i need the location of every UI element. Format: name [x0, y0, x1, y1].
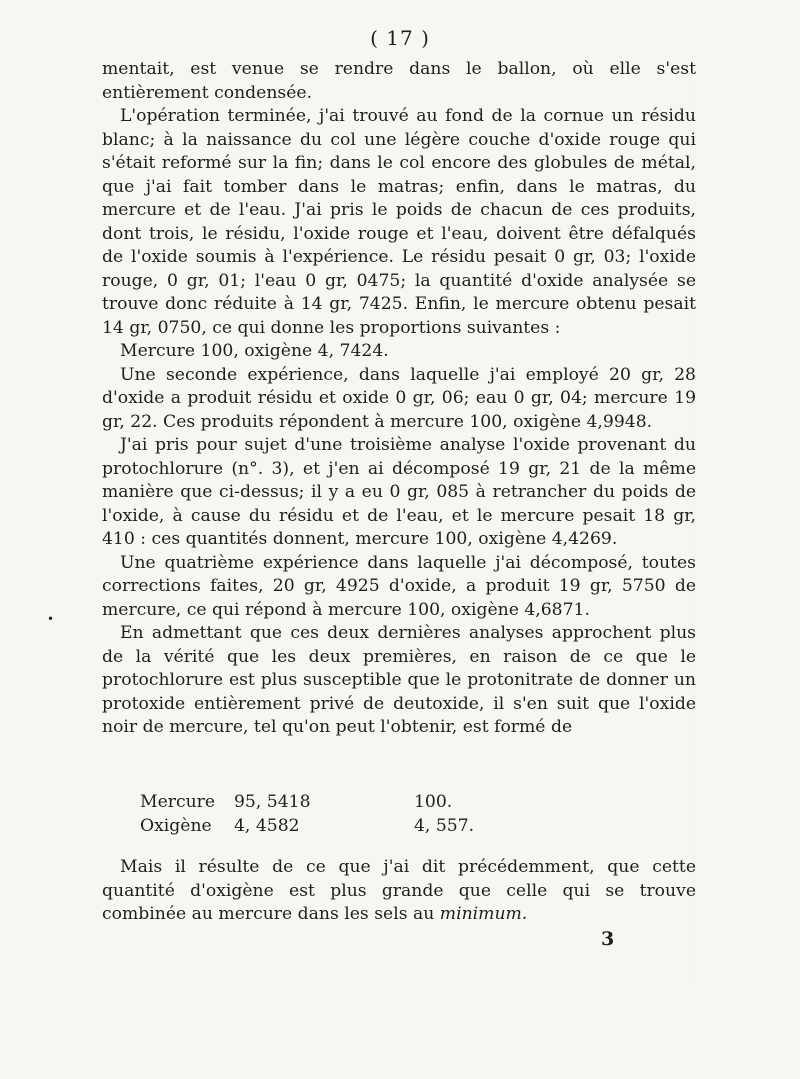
body-text	[102, 58, 696, 740]
paragraph-p6: En admettant que ces deux dernières analyses approchent plus de la vérité que les deux premières, en raison de ce que le protochlorure est plus susceptible que le protonitrate de donner un protoxide entièrement privé de deutoxide, il s'en suit que l'oxide noir de mercure, tel qu'on peut l'obtenir, est formé de	[102, 623, 696, 737]
paragraph-p2: Mercure 100, oxigène 4, 7424.	[120, 341, 389, 361]
paragraph-p1: L'opération terminée, j'ai trouvé au fond de la cornue un résidu blanc; à la naissance du col une légère couche d'oxide rouge qui s'était reformé sur la fin; dans le col encore des globules de métal, que j'ai fait tomber dans le matras; enfin, dans le matras, du mercure et de l'eau. J'ai pris le poids de chacun de ces produits, dont trois, le résidu, l'oxide rouge et l'eau, doivent être défalqués de l'oxide soumis à l'expérience. Le résidu pesait 0 gr, 03; l'oxide rouge, 0 gr, 01; l'eau 0 gr, 0475; la quantité d'oxide analysée se trouve donc réduite à 14 gr, 7425. Enfin, le mercure obtenu pesait 14 gr, 0750, ce qui donne les proportions suivantes :	[102, 106, 696, 338]
margin-dot: •	[47, 612, 55, 626]
table-cell-ratio: 4, 557.	[414, 816, 475, 836]
closing-paragraph	[102, 856, 696, 927]
paragraph-p4: J'ai pris pour sujet d'une troisième analyse l'oxide provenant du protochlorure (n°. 3), et j'en ai décomposé 19 gr, 21 de la même manière que ci-dessus; il y a eu 0 gr, 085 à retrancher du poids de l'oxide, à cause du résidu et de l'eau, et le mercure pesait 18 gr, 410 : ces quantités donnent, mercure 100, oxigène 4,4269.	[102, 435, 696, 549]
closing-italic: minimum.	[439, 904, 528, 924]
table-cell-value: 4, 4582	[234, 816, 300, 836]
closing-text: Mais il résulte de ce que j'ai dit précédemment, que cette quantité d'oxigène est plus grande que celle qui se trouve combinée au mercure dans les sels au	[102, 857, 696, 924]
table-row	[140, 790, 660, 814]
table-cell-value: 95, 5418	[234, 792, 311, 812]
paragraph-p5: Une quatrième expérience dans laquelle j'ai décomposé, toutes corrections faites, 20 gr, 4925 d'oxide, a produit 19 gr, 5750 de mercure, ce qui répond à mercure 100, oxigène 4,6871.	[102, 552, 696, 620]
signature-mark: 3	[601, 928, 615, 950]
paragraph-p0: mentait, est venue se rendre dans le ballon, où elle s'est entièrement condensée.	[102, 59, 696, 103]
table-cell-ratio: 100.	[414, 792, 453, 812]
page-number: ( 17 )	[370, 26, 430, 50]
paragraph-p3: Une seconde expérience, dans laquelle j'ai employé 20 gr, 28 d'oxide a produit résidu et oxide 0 gr, 06; eau 0 gr, 04; mercure 19 gr, 22. Ces produits répondent à mercure 100, oxigène 4,9948.	[102, 364, 696, 432]
table-cell-name: Mercure	[140, 792, 216, 812]
table-cell-name: Oxigène	[140, 816, 212, 836]
table-row	[140, 814, 660, 838]
composition-table	[140, 790, 660, 838]
